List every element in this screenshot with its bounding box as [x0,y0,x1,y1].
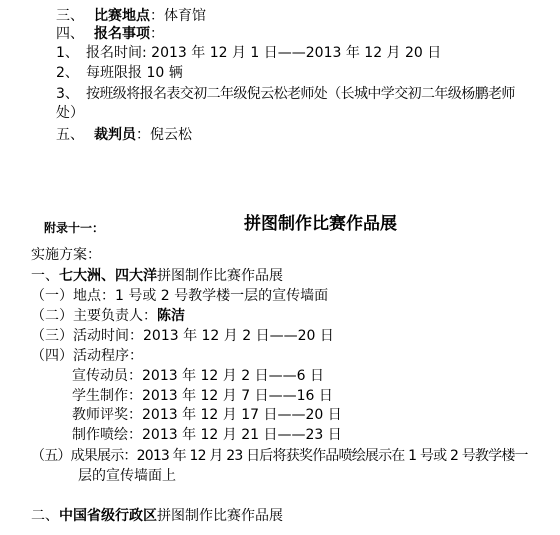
section-title-rest: 拼图制作比赛作品展 [157,268,283,284]
plan-heading: 实施方案： [31,247,101,263]
appendix-label: 附录十一： [44,221,105,235]
plan-item-results-continued: 层的宣传墙面上 [78,468,176,484]
section-five [56,125,192,145]
section-label: 裁判员 [94,127,136,143]
procedure-step-3: 教师评奖：2013 年 12 月 17 日——20 日 [72,407,342,423]
list-item-2 [56,63,79,83]
list-item-3 [56,84,79,104]
section-number: 二、 [31,508,59,524]
section-value: ：体育馆 [150,8,206,24]
section-value: ：倪云松 [136,127,192,143]
section-number: 一、 [31,268,59,284]
plan-item-location: （一）地点：1 号或 2 号教学楼一层的宣传墙面 [31,288,329,304]
procedure-step-4: 制作喷绘：2013 年 12 月 21 日——23 日 [72,427,342,443]
section-label: 报名事项 [94,26,150,42]
list-item-1-text: 报名时间: 2013 年 12 月 1 日——2013 年 12 月 20 日 [86,45,442,61]
section-colon: ： [150,26,164,42]
list-item-1 [56,43,79,63]
plan-item-lead [31,306,185,326]
list-item-2-text: 每班限报 10 辆 [86,65,183,81]
list-item-3-text: 按班级将报名表交初二年级倪云松老师处（长城中学交初二年级杨鹏老师 [86,86,515,102]
plan-item-time: （三）活动时间：2013 年 12 月 2 日——20 日 [31,328,334,344]
item-number: 2、 [56,65,79,81]
section-bold-title: 中国省级行政区 [59,508,157,524]
plan-section-2 [31,506,283,526]
lead-name: 陈洁 [157,308,185,324]
section-number: 五、 [56,127,84,143]
section-number: 三、 [56,8,84,24]
item-number: 3、 [56,86,79,102]
section-number: 四、 [56,26,84,42]
appendix-title: 拼图制作比赛作品展 [244,214,397,234]
plan-section-1 [31,266,283,286]
section-bold-title: 七大洲、四大洋 [59,268,157,284]
section-label: 比赛地点 [94,8,150,24]
procedure-step-2: 学生制作：2013 年 12 月 7 日——16 日 [72,388,333,404]
section-title-rest: 拼图制作比赛作品展 [157,508,283,524]
section-four [56,24,164,44]
lead-prefix: （二）主要负责人： [31,308,157,324]
plan-item-procedure: （四）活动程序： [31,348,143,364]
list-item-3-text-continued: 处） [56,105,84,121]
section-three [56,6,206,26]
plan-item-results: （五）成果展示：2013 年 12 月 23 日后将获奖作品喷绘展示在 1 号或 2 号教学楼一 [31,448,528,464]
procedure-step-1: 宣传动员：2013 年 12 月 2 日——6 日 [72,368,324,384]
item-number: 1、 [56,45,79,61]
